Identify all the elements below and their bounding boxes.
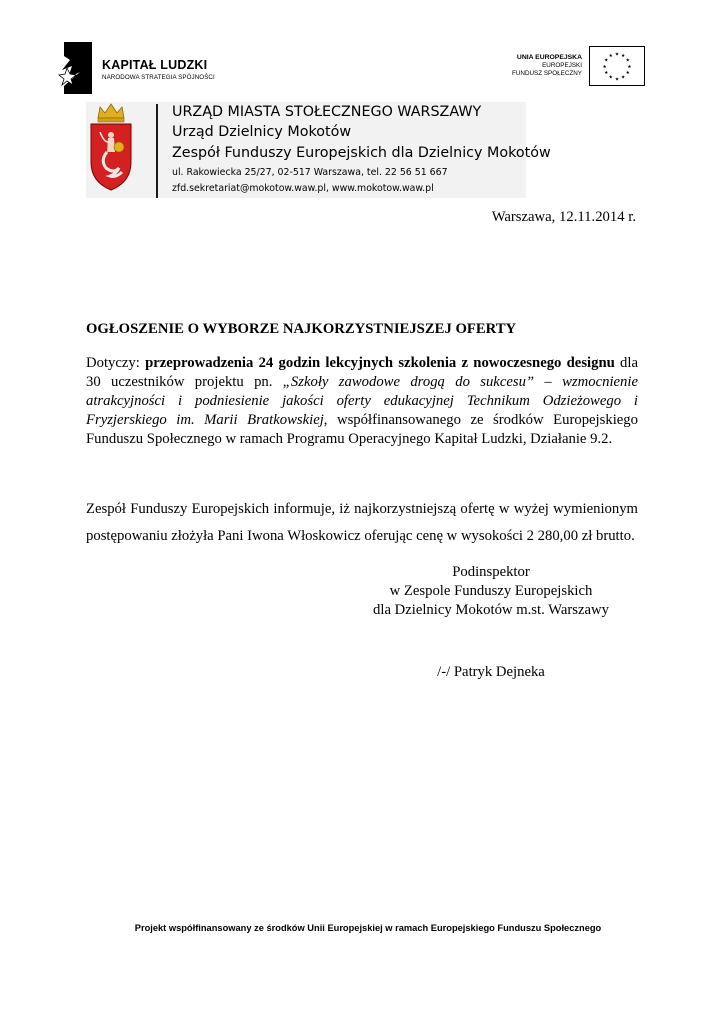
kapital-ludzki-star-icon <box>58 42 92 94</box>
announcement-paragraph: Zespół Funduszy Europejskich informuje, iż najkorzystniejszą ofertę w wyżej wymienionym postępowaniu złożyła Pani Iwona Włoskowicz oferując cenę w wysokości 2 280,00 zł brutto. <box>86 501 638 544</box>
svg-text:★: ★ <box>621 54 626 60</box>
kapital-ludzki-subtitle: NARODOWA STRATEGIA SPÓJNOŚCI <box>102 74 215 81</box>
footer-note: Projekt współfinansowany ze środków Unii Europejskiej w ramach Europejskiego Funduszu Społecznego <box>134 923 602 933</box>
svg-text:★: ★ <box>608 54 613 60</box>
header-district-office: Urząd Dzielnicy Mokotów <box>172 124 352 140</box>
signer-name: /-/ Patryk Dejneka <box>437 664 545 680</box>
svg-text:★: ★ <box>625 71 630 77</box>
eu-line-1: UNIA EUROPEJSKA <box>516 54 582 61</box>
header-contact: zfd.sekretariat@mokotow.waw.pl, www.mokotow.waw.pl <box>172 183 434 194</box>
svg-text:★: ★ <box>604 71 609 77</box>
svg-text:★: ★ <box>602 64 607 70</box>
header-team: Zespół Funduszy Europejskich dla Dzielnicy Mokotów <box>172 145 551 161</box>
svg-text:★: ★ <box>604 58 609 64</box>
eu-logo <box>500 46 645 88</box>
header-address: ul. Rakowiecka 25/27, 02-517 Warszawa, tel. 22 56 51 667 <box>172 167 448 178</box>
subject-suffix: , współfinansowanego ze środków Europejskiego Funduszu Społecznego w ramach Programu Operacyjnego Kapitał Ludzki, Działanie 9.2. <box>86 412 638 447</box>
svg-text:★: ★ <box>627 64 632 70</box>
header-city-office: URZĄD MIASTA STOŁECZNEGO WARSZAWY <box>172 104 482 120</box>
svg-text:★: ★ <box>614 52 620 58</box>
office-header <box>86 102 551 198</box>
warsaw-coat-of-arms-icon <box>86 102 136 192</box>
kapital-ludzki-logo <box>58 42 238 94</box>
svg-text:★: ★ <box>621 75 626 81</box>
eu-line-2: EUROPEJSKI <box>542 62 582 69</box>
signature-unit: w Zespole Funduszy Europejskich <box>389 583 593 599</box>
subject-middle: dla 30 uczestników projektu pn. <box>86 355 638 390</box>
eu-flag-icon <box>589 46 645 86</box>
svg-text:★: ★ <box>608 75 613 81</box>
document-date: Warszawa, 12.11.2014 r. <box>491 209 636 225</box>
signature-position: Podinspektor <box>452 564 530 580</box>
eu-line-3: FUNDUSZ SPOŁECZNY <box>512 70 582 77</box>
subject-prefix: Dotyczy: <box>86 355 146 371</box>
eu-text <box>512 54 582 78</box>
subject-paragraph <box>86 354 638 449</box>
signature-district: dla Dzielnicy Mokotów m.st. Warszawy <box>373 602 609 618</box>
project-name: „Szkoły zawodowe drogą do sukcesu” – wzmocnienie atrakcyjności i podniesienie jakości oferty edukacyjnej Technikum Odzieżowego i Fryzjerskiego im. Marii Bratkowskiej <box>86 374 638 428</box>
subject-bold: przeprowadzenia 24 godzin lekcyjnych szkolenia z nowoczesnego designu <box>145 355 615 371</box>
header-divider <box>156 104 158 198</box>
signature-block <box>360 563 622 620</box>
svg-text:★: ★ <box>614 77 620 83</box>
svg-text:★: ★ <box>625 58 630 64</box>
kapital-ludzki-title: KAPITAŁ LUDZKI <box>102 58 208 72</box>
document-title: OGŁOSZENIE O WYBORZE NAJKORZYSTNIEJSZEJ OFERTY <box>86 321 517 337</box>
